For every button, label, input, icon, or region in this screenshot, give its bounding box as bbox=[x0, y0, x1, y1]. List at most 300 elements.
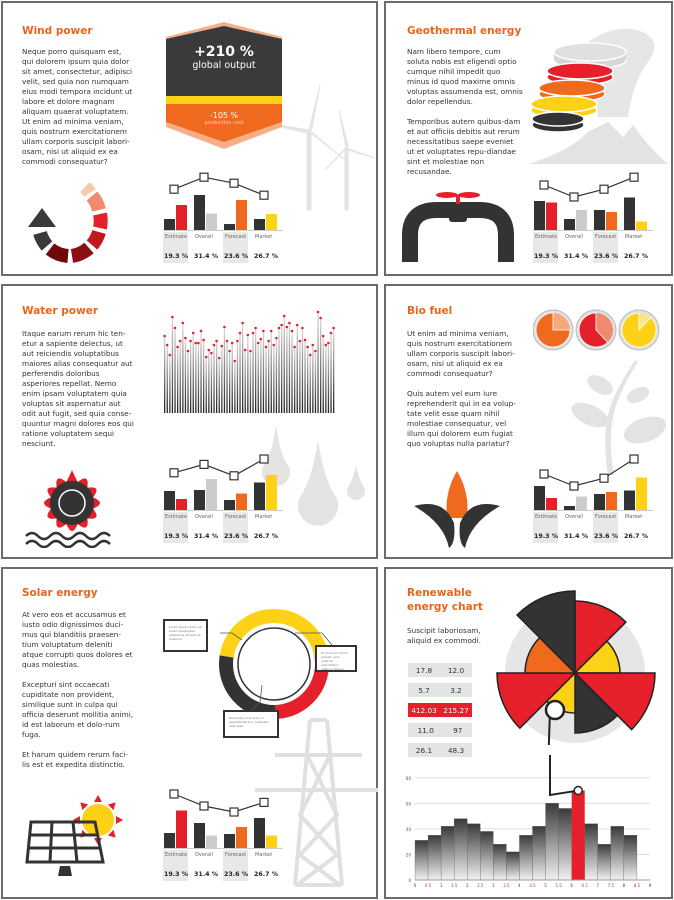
water-bar-dot bbox=[275, 337, 278, 340]
geo-text bbox=[407, 47, 523, 187]
water-bar-dot bbox=[304, 339, 307, 342]
water-bar-dot bbox=[322, 335, 325, 338]
solar-paragraph-1: At vero eos et accusamus et iusto odio dignissimos duci-mus qui blanditiis praesen-tium voluptatum deleniti atque corrupti quos dolores et quas molestias. bbox=[22, 610, 133, 669]
mini-percent: 19.3 % bbox=[164, 533, 189, 540]
water-bar-dot bbox=[163, 335, 166, 338]
mini-percent: 26.7 % bbox=[254, 253, 279, 260]
table-row bbox=[408, 663, 472, 677]
trend-marker bbox=[230, 472, 238, 480]
mini-label: Market bbox=[255, 514, 273, 520]
trend-marker bbox=[260, 191, 268, 199]
water-bar bbox=[172, 317, 173, 413]
y-tick-label: 40 bbox=[405, 826, 411, 832]
x-tick-label: 8 bbox=[622, 883, 626, 888]
mini-label: Market bbox=[625, 234, 643, 240]
bar-market bbox=[266, 836, 277, 849]
mini-label: Estimate bbox=[535, 234, 558, 240]
solar-title: Solar energy bbox=[22, 587, 98, 599]
renew-title-line-2: energy chart bbox=[407, 601, 483, 613]
water-bar bbox=[211, 353, 212, 413]
mini-bar-chart bbox=[533, 450, 653, 512]
water-bar bbox=[255, 328, 256, 413]
y-tick-label: 20 bbox=[405, 852, 411, 858]
histogram-bar bbox=[480, 831, 493, 880]
trend-line bbox=[174, 794, 264, 812]
water-bar bbox=[273, 345, 274, 413]
water-bar-dot bbox=[325, 344, 328, 347]
bar-estimate bbox=[176, 811, 187, 849]
water-bar bbox=[276, 338, 277, 413]
wind-text bbox=[22, 47, 134, 177]
badge-bottom-value: -105 % bbox=[209, 111, 239, 120]
volcano-disks-illustration bbox=[528, 22, 668, 167]
mini-percent: 19.3 % bbox=[534, 253, 559, 260]
water-bar bbox=[302, 328, 303, 413]
table-cell: 3.2 bbox=[450, 685, 462, 695]
water-bar-dot bbox=[179, 340, 182, 343]
x-tick-label: 4 bbox=[518, 883, 521, 888]
water-bar bbox=[177, 347, 178, 413]
trend-marker bbox=[570, 482, 578, 490]
water-bar bbox=[206, 357, 207, 413]
histogram-bar bbox=[441, 826, 454, 880]
water-bar-dot bbox=[280, 324, 283, 327]
water-bar-dot bbox=[254, 327, 257, 330]
trend-marker bbox=[600, 185, 608, 193]
water-bar bbox=[265, 347, 266, 413]
mini-label: Estimate bbox=[165, 852, 188, 858]
water-bar bbox=[294, 347, 295, 413]
water-bar-dot bbox=[195, 342, 198, 345]
water-bar bbox=[200, 331, 201, 413]
bar-dark bbox=[254, 219, 265, 230]
mini-label: Estimate bbox=[165, 234, 188, 240]
water-bar-dot bbox=[187, 350, 190, 353]
bar-overall bbox=[206, 214, 217, 231]
water-bar bbox=[250, 351, 251, 413]
trend-line bbox=[544, 177, 634, 197]
water-bar bbox=[252, 333, 253, 413]
table-cell: 17.8 bbox=[415, 665, 433, 675]
bio-text bbox=[407, 329, 523, 459]
water-bar-dot bbox=[244, 349, 247, 352]
mini-percent: 19.3 % bbox=[164, 253, 189, 260]
bar-dark bbox=[224, 500, 235, 510]
bar-dark bbox=[534, 201, 545, 230]
water-bar-dot bbox=[299, 340, 302, 343]
bar-market bbox=[636, 222, 647, 231]
histogram-bar bbox=[506, 852, 519, 880]
water-bar-dot bbox=[182, 322, 185, 325]
water-bar bbox=[299, 341, 300, 413]
bar-market bbox=[636, 478, 647, 511]
bar-forecast bbox=[606, 212, 617, 230]
mini-label: Forecast bbox=[595, 234, 617, 240]
water-bar-dot bbox=[283, 315, 286, 318]
histogram-bar bbox=[624, 835, 637, 880]
water-bar bbox=[219, 358, 220, 413]
mini-label: Market bbox=[255, 852, 273, 858]
y-tick-label: 60 bbox=[405, 801, 411, 807]
badge-production-cost bbox=[166, 111, 282, 126]
water-paragraph: Itaque earum rerum hic ten-etur a sapiente delectus, ut aut reiciendis voluptatibus maiores alias consequatur aut perferendis doloribus asperiores repellat. Nemo enim ipsam voluptatem quia voluptas sit aspernatur aut odit aut fugit, sed quia conse-quuntur magni dolores eos qui ratione voluptatem sequi nesciunt. bbox=[22, 329, 134, 448]
water-bar bbox=[226, 341, 227, 413]
renew-text: Suscipit laboriosam, aliquid ex commodi. bbox=[407, 626, 481, 645]
pie-slice bbox=[622, 313, 656, 347]
mini-label: Market bbox=[625, 514, 643, 520]
histogram-bar bbox=[533, 826, 546, 880]
histogram-bar bbox=[585, 824, 598, 880]
bar-dark bbox=[164, 219, 175, 230]
water-bar bbox=[268, 341, 269, 413]
water-title: Water power bbox=[22, 305, 98, 317]
histogram-bar bbox=[467, 824, 480, 880]
water-bar-dot bbox=[273, 344, 276, 347]
mini-label: Overall bbox=[195, 852, 213, 858]
histogram-bar bbox=[415, 840, 428, 880]
water-bar-dot bbox=[330, 332, 333, 335]
table-cell: 97 bbox=[453, 725, 463, 735]
x-tick-label: 0.5 bbox=[424, 883, 432, 888]
histogram-bar bbox=[559, 808, 572, 880]
water-bar bbox=[237, 341, 238, 413]
water-bar-dot bbox=[291, 330, 294, 333]
water-bar-dot bbox=[249, 350, 252, 353]
bar-dark bbox=[594, 494, 605, 510]
badge-top-value: +210 % bbox=[194, 44, 254, 60]
mini-label: Overall bbox=[195, 234, 213, 240]
trend-marker bbox=[540, 470, 548, 478]
table-cell: 12.0 bbox=[447, 665, 465, 675]
solar-paragraph-2: Excepturi sint occaecati cupiditate non provident, similique sunt in culpa qui officia deserunt mollitia animi, id est laborum et dolo-rum fuga. bbox=[22, 680, 134, 739]
water-bar bbox=[291, 331, 292, 413]
water-bar-dot bbox=[239, 332, 242, 335]
x-tick-label: 2 bbox=[465, 883, 469, 888]
trend-marker bbox=[540, 181, 548, 189]
callout-box-1: Lorem ipsum dolor sit amet consectetur adipiscing elit sed do eiusmod bbox=[163, 619, 208, 652]
water-bar bbox=[221, 346, 222, 413]
water-bar-dot bbox=[247, 334, 250, 337]
water-bar bbox=[216, 341, 217, 413]
wind-paragraph: Neque porro quisquam est, qui dolorem ipsum quia dolor sit amet, consectetur, adipisci velit, sed quia non numquam eius modi tempora incidunt ut labore et dolore magnam aliquam quaerat voluptatem. Ut enim ad minima veniam, quis nostrum exercitationem ullam corporis suscipit labori-osam, nisi ut aliquid ex ea commodi consequatur? bbox=[22, 47, 133, 166]
trend-marker bbox=[170, 185, 178, 193]
water-bar bbox=[239, 333, 240, 413]
table-row bbox=[408, 683, 472, 697]
water-bar bbox=[167, 345, 168, 413]
y-tick-label: 0 bbox=[408, 878, 411, 883]
water-bar-dot bbox=[205, 356, 208, 359]
water-bar-dot bbox=[236, 340, 239, 343]
x-tick-label: 5 bbox=[544, 883, 547, 888]
bar-forecast bbox=[236, 200, 247, 230]
bar-dark bbox=[164, 833, 175, 848]
water-bar-dot bbox=[319, 317, 322, 320]
water-bar bbox=[198, 343, 199, 413]
trend-marker bbox=[260, 455, 268, 463]
x-tick-label: 9 bbox=[648, 883, 652, 888]
mini-percent: 26.7 % bbox=[624, 253, 649, 260]
water-bar-dot bbox=[306, 346, 309, 349]
trend-marker bbox=[630, 455, 638, 463]
water-bar-dot bbox=[200, 330, 203, 333]
water-bar-dot bbox=[197, 342, 200, 345]
badge-top-label: global output bbox=[192, 60, 256, 71]
wind-title: Wind power bbox=[22, 25, 93, 37]
water-bar bbox=[224, 327, 225, 413]
solar-paragraph-3: Et harum quidem rerum faci-lis est et expedita distinctio. bbox=[22, 750, 128, 769]
bar-dark bbox=[254, 818, 265, 848]
trend-marker bbox=[600, 474, 608, 482]
water-bar-dot bbox=[210, 352, 213, 355]
mini-bar-chart bbox=[163, 170, 283, 232]
histogram-bar bbox=[598, 844, 611, 880]
water-bar bbox=[330, 333, 331, 413]
x-tick-label: 4.5 bbox=[529, 883, 536, 888]
histogram-chart bbox=[400, 755, 660, 890]
mini-label: Overall bbox=[565, 514, 583, 520]
bar-dark bbox=[194, 195, 205, 230]
water-bar-dot bbox=[192, 332, 195, 335]
water-bar bbox=[169, 355, 170, 413]
bar-forecast bbox=[606, 492, 617, 510]
mini-label: Forecast bbox=[595, 514, 617, 520]
water-bar bbox=[320, 318, 321, 413]
water-bar-dot bbox=[166, 344, 169, 347]
water-wheel-icon bbox=[24, 470, 120, 548]
bar-market bbox=[266, 214, 277, 230]
water-bar bbox=[180, 341, 181, 413]
mini-chart-wind bbox=[163, 170, 283, 262]
water-bar bbox=[271, 331, 272, 413]
water-bar-dot bbox=[267, 340, 270, 343]
bar-overall bbox=[206, 836, 217, 849]
mini-label: Overall bbox=[565, 234, 583, 240]
bar-overall bbox=[206, 479, 217, 510]
water-bar-dot bbox=[221, 345, 224, 348]
trend-marker bbox=[170, 469, 178, 477]
water-bar bbox=[190, 341, 191, 413]
renew-title-line-1: Renewable bbox=[407, 587, 472, 599]
water-bar bbox=[229, 351, 230, 413]
water-bar-dot bbox=[265, 346, 268, 349]
water-bar bbox=[289, 323, 290, 413]
bio-title: Bio fuel bbox=[407, 305, 453, 317]
mini-label: Estimate bbox=[165, 514, 188, 520]
mini-chart-water bbox=[163, 450, 283, 542]
mini-bar-chart bbox=[163, 450, 283, 512]
water-bar bbox=[323, 336, 324, 413]
water-bar bbox=[328, 343, 329, 413]
x-tick-label: 2.5 bbox=[477, 883, 484, 888]
water-bar-dot bbox=[314, 350, 317, 353]
water-bar bbox=[193, 333, 194, 413]
bar-dark bbox=[254, 483, 265, 511]
connector-node bbox=[574, 787, 582, 795]
histogram-bar bbox=[519, 835, 532, 880]
bar-overall bbox=[576, 497, 587, 511]
water-bar-dot bbox=[208, 349, 211, 352]
bar-dark bbox=[194, 490, 205, 510]
bar-dark bbox=[594, 210, 605, 230]
water-bar bbox=[174, 328, 175, 413]
mini-chart-solar bbox=[163, 788, 283, 880]
water-bar bbox=[203, 340, 204, 413]
water-bar bbox=[258, 343, 259, 413]
cycle-arrow-icon bbox=[28, 183, 116, 263]
bio-paragraph-2: Quis autem vel eum iure reprehenderit qui in ea volup-tate velit esse quam nihil molestiae consequatur, vel illum qui dolorem eum fugiat quo voluptas nulla pariatur? bbox=[407, 389, 516, 448]
water-bar bbox=[182, 323, 183, 413]
table-cell: 5.7 bbox=[418, 685, 430, 695]
rose-chart bbox=[495, 590, 660, 745]
water-bar-dot bbox=[241, 322, 244, 325]
water-bar-dot bbox=[174, 327, 177, 330]
badge-bottom-label: production cost bbox=[204, 120, 244, 126]
geo-paragraph-2: Temporibus autem quibus-dam et aut officiis debitis aut rerum necessitatibus saepe eveniet ut et voluptates repu-diandae sint et molestiae non recusandae. bbox=[407, 117, 521, 176]
water-bar-dot bbox=[317, 311, 320, 314]
mini-bar-chart bbox=[163, 788, 283, 850]
mini-label: Overall bbox=[195, 514, 213, 520]
bio-pie-charts bbox=[533, 308, 663, 352]
connector-node bbox=[546, 701, 564, 719]
water-bar-dot bbox=[171, 316, 174, 319]
trend-marker bbox=[200, 460, 208, 468]
water-bar bbox=[245, 350, 246, 413]
corn-icon bbox=[414, 468, 500, 548]
trend-marker bbox=[170, 790, 178, 798]
trend-marker bbox=[200, 173, 208, 181]
water-bar-dot bbox=[296, 324, 299, 327]
water-bar bbox=[242, 323, 243, 413]
water-bar-dot bbox=[257, 342, 260, 345]
mini-percent: 23.6 % bbox=[224, 871, 249, 878]
histogram-bar bbox=[611, 826, 624, 880]
water-bar bbox=[185, 338, 186, 413]
x-tick-label: 8.5 bbox=[633, 883, 641, 888]
x-tick-label: 6.5 bbox=[581, 883, 588, 888]
mini-bar-chart bbox=[533, 170, 653, 232]
water-bar bbox=[213, 345, 214, 413]
mini-percent: 23.6 % bbox=[224, 253, 249, 260]
water-bar-dot bbox=[169, 354, 172, 357]
water-bar-dot bbox=[312, 344, 315, 347]
bar-estimate bbox=[546, 498, 557, 510]
water-bar-dot bbox=[327, 342, 330, 345]
stats-badge bbox=[166, 22, 282, 152]
mini-percent: 31.4 % bbox=[564, 533, 589, 540]
bar-dark bbox=[194, 823, 205, 848]
x-tick-label: 3 bbox=[492, 883, 495, 888]
water-bar bbox=[317, 312, 318, 413]
water-bar bbox=[310, 355, 311, 413]
renew-title bbox=[407, 586, 483, 614]
trend-marker bbox=[230, 808, 238, 816]
table-cell: 215.27 bbox=[443, 705, 469, 715]
trend-line bbox=[174, 177, 264, 195]
water-bar-dot bbox=[213, 344, 216, 347]
water-bar bbox=[195, 343, 196, 413]
water-bar-dot bbox=[202, 339, 205, 342]
mini-percent: 31.4 % bbox=[194, 533, 219, 540]
water-bar-dot bbox=[252, 332, 255, 335]
bar-dark bbox=[564, 219, 575, 230]
water-bar-dot bbox=[184, 337, 187, 340]
x-tick-label: 1 bbox=[439, 883, 443, 888]
badge-global-output bbox=[166, 44, 282, 71]
water-bar-dot bbox=[189, 340, 192, 343]
water-bar-dot bbox=[288, 322, 291, 325]
water-bar-dot bbox=[293, 346, 296, 349]
bar-forecast bbox=[236, 827, 247, 848]
pipe-valve-icon bbox=[402, 190, 514, 262]
mini-percent: 31.4 % bbox=[564, 253, 589, 260]
histogram-bar bbox=[572, 791, 585, 880]
trend-marker bbox=[230, 179, 238, 187]
water-bar bbox=[297, 325, 298, 413]
water-bar bbox=[286, 327, 287, 413]
mini-percent: 26.7 % bbox=[254, 871, 279, 878]
x-tick-label: 5.5 bbox=[555, 883, 562, 888]
mini-label: Market bbox=[255, 234, 273, 240]
mini-percent: 31.4 % bbox=[194, 253, 219, 260]
histogram-bar bbox=[428, 835, 441, 880]
water-bar bbox=[232, 343, 233, 413]
bio-paragraph-1: Ut enim ad minima veniam, quis nostrum exercitationem ullam corporis suscipit labori-osam, nisi ut aliquid ex ea commodi consequatur? bbox=[407, 329, 515, 378]
mini-chart-bio bbox=[533, 450, 653, 542]
water-bar bbox=[208, 350, 209, 413]
mini-label: Forecast bbox=[225, 852, 247, 858]
mini-percent: 23.6 % bbox=[594, 533, 619, 540]
bar-dark bbox=[564, 506, 575, 510]
water-bar-dot bbox=[176, 346, 179, 349]
bar-estimate bbox=[546, 203, 557, 231]
mini-percent: 19.3 % bbox=[534, 533, 559, 540]
water-bar bbox=[304, 340, 305, 413]
trend-line bbox=[544, 459, 634, 486]
water-bar bbox=[312, 345, 313, 413]
histogram-bar bbox=[454, 819, 467, 880]
x-tick-label: 1.5 bbox=[450, 883, 458, 888]
geo-paragraph-1: Nam libero tempore, cum soluta nobis est eligendi optio cumque nihil impedit quo minus id quod maxime omnis voluptas assumenda est, omnis dolor repellendus. bbox=[407, 47, 523, 106]
bar-forecast bbox=[236, 494, 247, 511]
solar-panel-sun-icon bbox=[25, 792, 125, 884]
water-bar-dot bbox=[228, 350, 231, 353]
water-bar bbox=[325, 345, 326, 413]
water-bar-dot bbox=[223, 326, 226, 329]
x-tick-label: 3.5 bbox=[503, 883, 510, 888]
callout-box-3: Duis aute irure dolor in reprehenderit in voluptate velit esse bbox=[223, 710, 279, 738]
callout-box-2: Ut enim ad minim veniam quis nostrud exercitation ullamco laboris bbox=[315, 645, 357, 672]
bar-estimate bbox=[176, 205, 187, 230]
water-bar-dot bbox=[218, 357, 221, 360]
trend-marker bbox=[200, 802, 208, 810]
mini-chart-geothermal bbox=[533, 170, 653, 262]
table-cell: 11.0 bbox=[417, 725, 434, 735]
mini-percent: 31.4 % bbox=[194, 871, 219, 878]
histogram-bar bbox=[493, 844, 506, 880]
water-bar-dot bbox=[262, 330, 265, 333]
mini-percent: 23.6 % bbox=[224, 533, 249, 540]
y-tick-label: 80 bbox=[405, 775, 411, 781]
bar-dark bbox=[164, 491, 175, 510]
bar-estimate bbox=[176, 499, 187, 510]
x-tick-label: 7.5 bbox=[607, 883, 615, 888]
water-bar-dot bbox=[301, 327, 304, 330]
water-bar bbox=[247, 335, 248, 413]
water-bar bbox=[315, 351, 316, 413]
trend-marker bbox=[260, 798, 268, 806]
geo-title: Geothermal energy bbox=[407, 25, 522, 37]
water-bar bbox=[263, 331, 264, 413]
